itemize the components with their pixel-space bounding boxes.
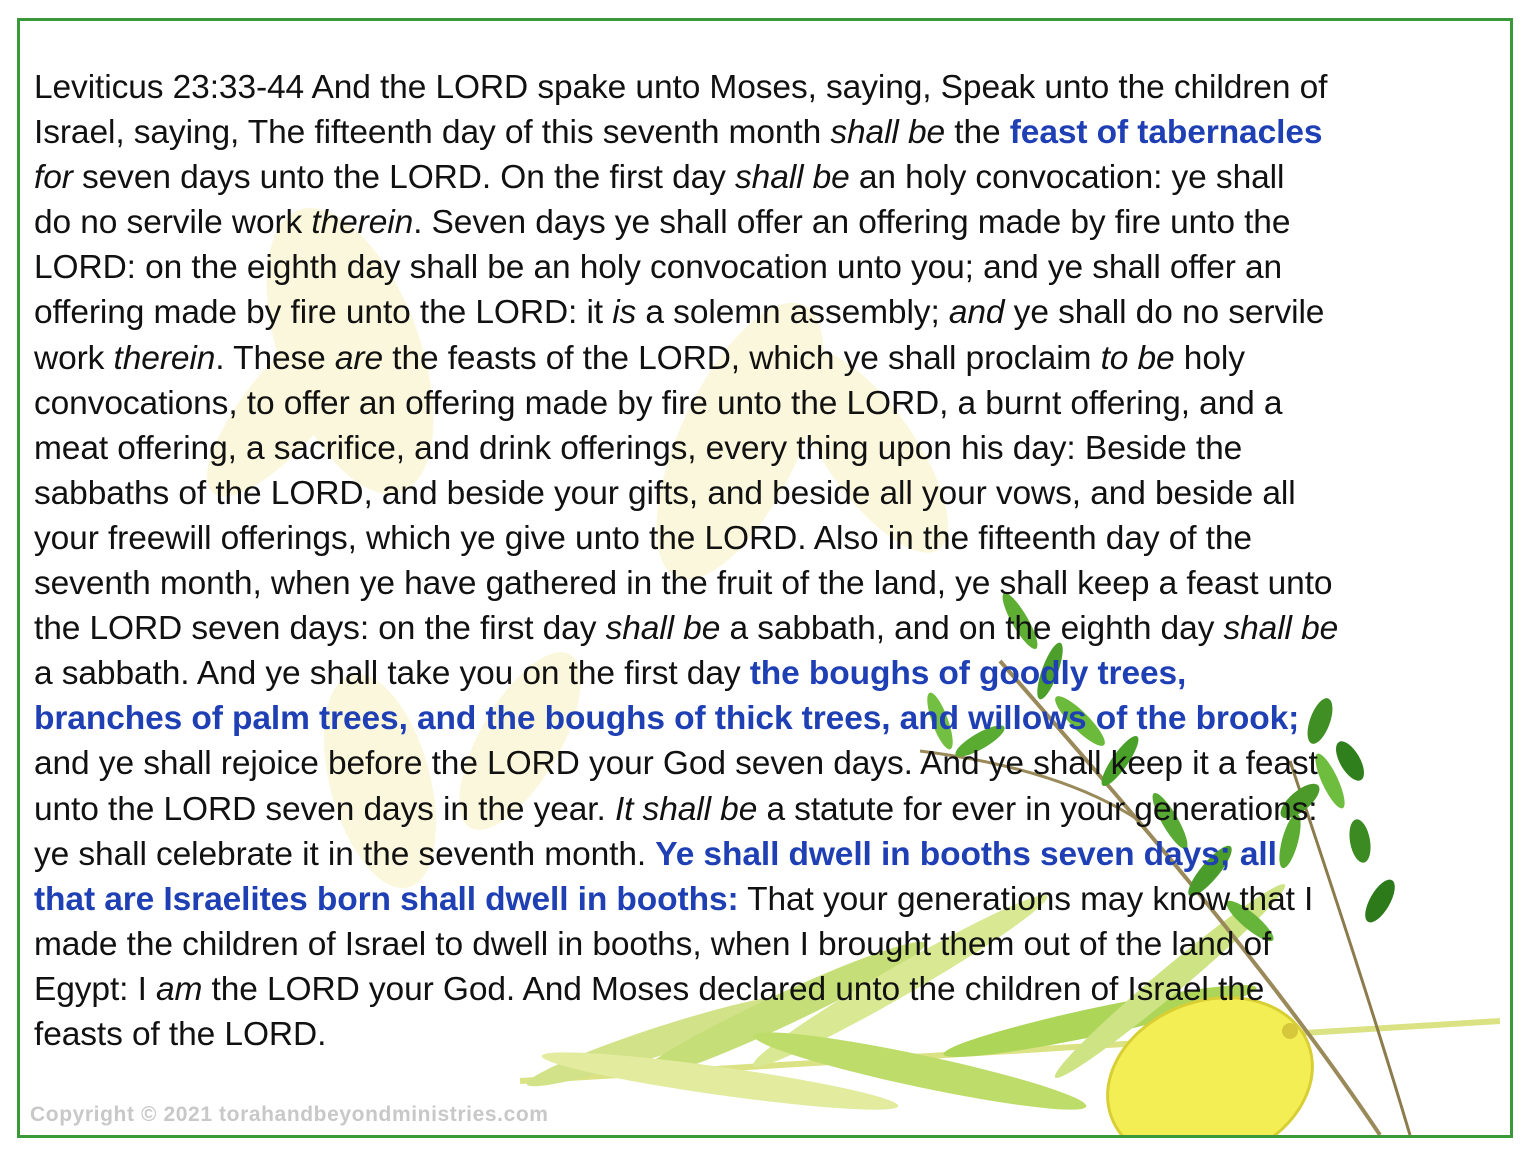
text-segment: Israel, saying, The fifteenth day of this seventh month [34,114,831,152]
passage-line [34,471,1513,516]
passage-line [34,516,1513,561]
italic-text: are [334,339,384,377]
highlighted-text: feast of tabernacles [1009,114,1323,152]
passage-line [34,336,1513,381]
passage-line [34,381,1513,426]
italic-text: shall be [1223,610,1339,648]
text-segment: ye shall celebrate it in the seventh month. [34,835,656,873]
passage-line [34,110,1513,155]
slide-frame [17,18,1513,1138]
text-segment: meat offering, a sacrifice, and drink offerings, every thing upon his day: Beside the [34,429,1243,467]
passage-line [34,832,1513,877]
italic-text: for [34,159,73,197]
passage-line [34,200,1513,245]
passage-line [34,606,1513,651]
italic-text: to be [1100,339,1175,377]
passage-line [34,245,1513,290]
italic-text: am [156,970,203,1008]
text-segment: . Seven days ye shall offer an offering made by fire unto the [413,204,1291,242]
text-segment: ye shall do no servile [1004,294,1325,332]
passage-line [34,922,1513,967]
passage-line [34,290,1513,335]
text-segment: sabbaths of the LORD, and beside your gifts, and beside all your vows, and beside all [34,474,1296,512]
text-segment: unto the LORD seven days in the year. [34,790,615,828]
italic-text: shall be [605,610,721,648]
passage-line [34,651,1513,696]
text-segment: an holy convocation: ye shall [849,159,1285,197]
text-segment: offering made by fire unto the LORD: it [34,294,613,332]
passage-line [34,65,1513,110]
text-segment: do no servile work [34,204,312,242]
passage-line [34,155,1513,200]
italic-text: It shall be [614,790,758,828]
text-segment: work [34,339,114,377]
italic-text: shall be [735,159,850,197]
passage-line [34,696,1513,741]
text-segment: the [945,114,1010,152]
passage-line [34,561,1513,606]
text-segment: seventh month, when ye have gathered in the fruit of the land, ye shall keep a feast unto [34,565,1333,603]
text-segment: a sabbath, and on the eighth day [720,610,1224,648]
text-segment: your freewill offerings, which ye give unto the LORD. Also in the fifteenth day of the [34,519,1252,557]
passage-line [34,967,1513,1012]
text-segment: made the children of Israel to dwell in booths, when I brought them out of the land of [34,925,1272,963]
italic-text: is [612,294,637,332]
text-segment: holy [1174,339,1245,377]
text-segment: convocations, to offer an offering made by fire unto the LORD, a burnt offering, and a [34,384,1283,422]
scripture-passage [34,65,1513,1057]
highlighted-text: that are Israelites born shall dwell in booths: [34,880,739,918]
copyright-notice: Copyright © 2021 torahandbeyondministries.com [30,1103,549,1126]
text-segment: the LORD your God. And Moses declared unto the children of Israel the [202,970,1265,1008]
italic-text: and [948,294,1005,332]
text-segment: Leviticus 23:33-44 And the LORD spake unto Moses, saying, Speak unto the children of [34,69,1328,106]
text-segment: a statute for ever in your generations: [757,790,1318,828]
text-segment: feasts of the LORD. [34,1015,327,1053]
text-segment: Egypt: I [34,970,156,1008]
text-segment: a solemn assembly; [636,294,949,332]
text-segment: seven days unto the LORD. On the first day [72,159,736,197]
italic-text: therein [113,339,216,377]
italic-text: therein [311,204,414,242]
passage-line [34,426,1513,471]
passage-line [34,1012,1513,1057]
passage-line [34,741,1513,786]
text-segment: the LORD seven days: on the first day [34,610,606,648]
passage-line [34,877,1513,922]
text-segment: . These [215,339,335,377]
highlighted-text: the boughs of goodly trees, [749,655,1187,693]
italic-text: shall be [830,114,946,152]
text-segment: LORD: on the eighth day shall be an holy convocation unto you; and ye shall offer an [34,249,1283,287]
text-segment: a sabbath. And ye shall take you on the first day [34,655,750,693]
text-segment: and ye shall rejoice before the LORD your God seven days. And ye shall keep it a feast [34,745,1318,783]
passage-line [34,787,1513,832]
text-segment: the feasts of the LORD, which ye shall proclaim [383,339,1101,377]
highlighted-text: branches of palm trees, and the boughs of thick trees, and willows of the brook; [34,700,1300,738]
highlighted-text: Ye shall dwell in booths seven days; all [655,835,1277,873]
text-segment: That your generations may know that I [738,880,1314,918]
